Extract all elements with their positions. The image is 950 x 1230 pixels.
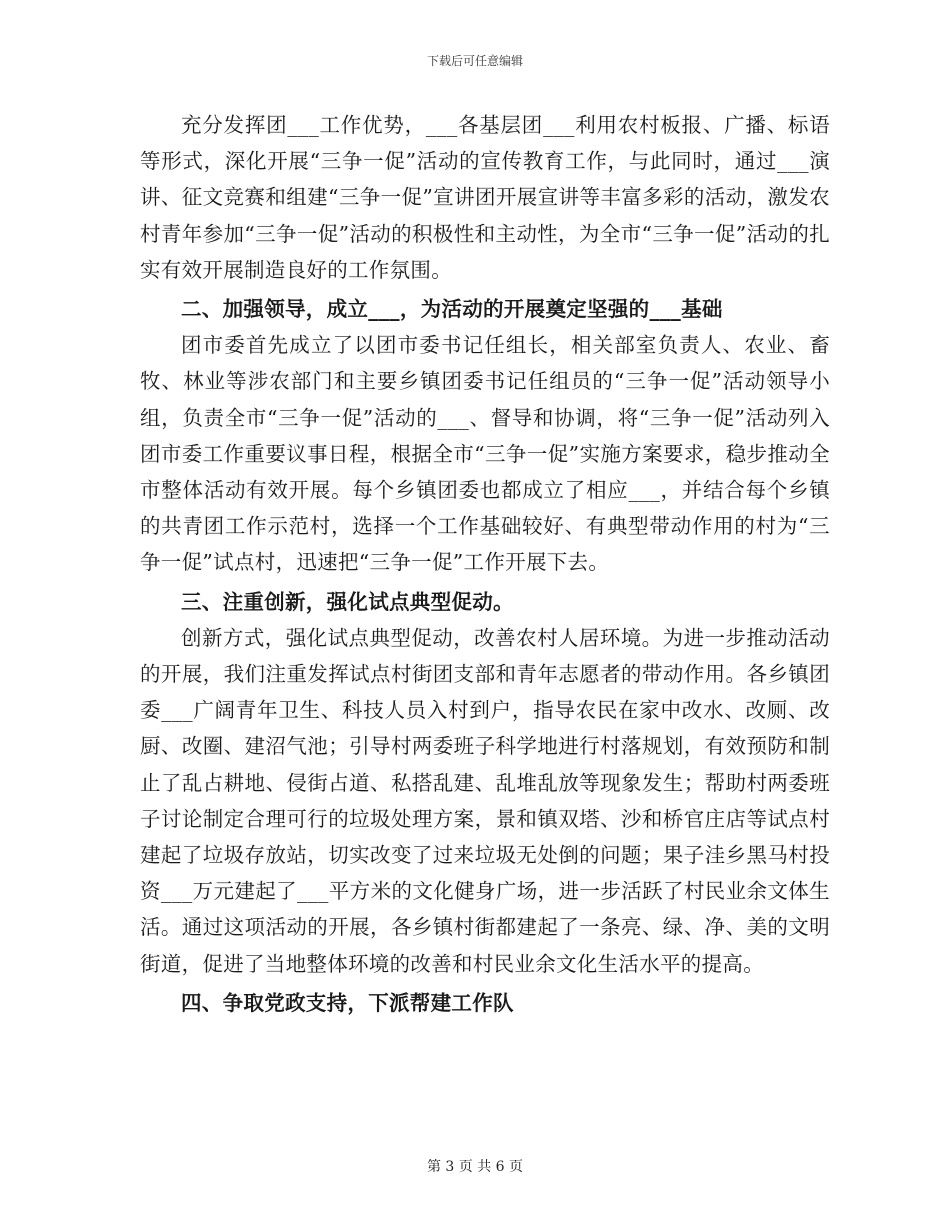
page-number: 第 3 页 共 6 页 <box>426 1159 524 1175</box>
page-header: 下载后可任意编辑 <box>426 54 523 68</box>
document-body <box>140 107 830 1021</box>
section-heading-2: 二、加强领导，成立___，为活动的开展奠定坚强的___基础 <box>181 297 723 322</box>
paragraph-publicity: 充分发挥团___工作优势，___各基层团___利用农村板报、广播、标语等形式，深化开展“三争一促”活动的宣传教育工作，与此同时，通过___演讲、征文竞赛和组建“三争一促”宣讲团开展宣讲等丰富多彩的活动，激发农村青年参加“三争一促”活动的积极性和主动性，为全市“三争一促”活动的扎实有效开展制造良好的工作氛围。 <box>140 113 830 282</box>
paragraph-innovation: 创新方式，强化试点典型促动，改善农村人居环境。为进一步推动活动的开展，我们注重发挥试点村街团支部和青年志愿者的带动作用。各乡镇团委___广阔青年卫生、科技人员入村到户，指导农民在家中改水、改厕、改厨、改圈、建沼气池；引导村两委班子科学地进行村落规划，有效预防和制止了乱占耕地、侵街占道、私搭乱建、乱堆乱放等现象发生；帮助村两委班子讨论制定合理可行的垃圾处理方案，景和镇双塔、沙和桥官庄店等试点村建起了垃圾存放站，切实改变了过来垃圾无处倒的问题；果子洼乡黑马村投资___万元建起了___平方米的文化健身广场，进一步活跃了村民业余文体生活。通过这项活动的开展，各乡镇村街都建起了一条亮、绿、净、美的文明街道，促进了当地整体环境的改善和村民业余文化生活水平的提高。 <box>140 625 830 976</box>
section-heading-3: 三、注重创新，强化试点典型促动。 <box>181 589 514 614</box>
section-heading-4: 四、争取党政支持，下派帮建工作队 <box>181 990 514 1015</box>
paragraph-leadership: 团市委首先成立了以团市委书记任组长，相关部室负责人、农业、畜牧、林业等涉农部门和主要乡镇团委书记任组员的“三争一促”活动领导小组，负责全市“三争一促”活动的___、督导和协调，将“三争一促”活动列入团市委工作重要议事日程，根据全市“三争一促”实施方案要求，稳步推动全市整体活动有效开展。每个乡镇团委也都成立了相应___，并结合每个乡镇的共青团工作示范村，选择一个工作基础较好、有典型带动作用的村为“三争一促”试点村，迅速把“三争一促”工作开展下去。 <box>140 333 830 575</box>
